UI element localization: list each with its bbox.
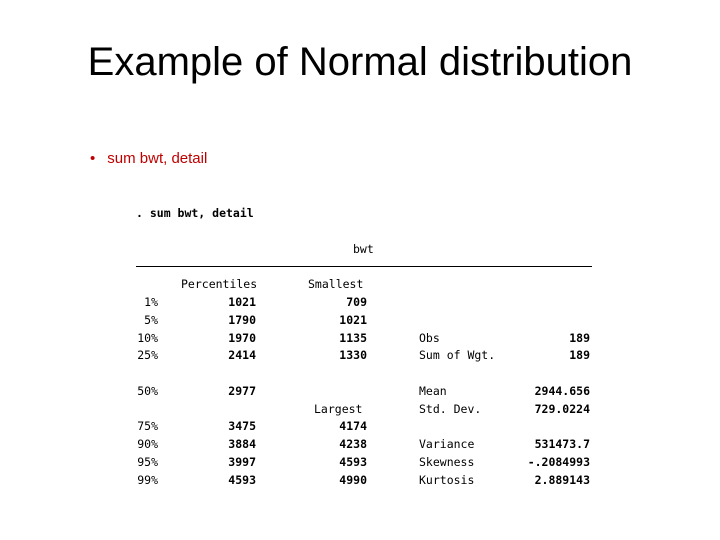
table-row-ext: 4593 <box>339 455 367 469</box>
table-row-ext: 1135 <box>339 331 367 345</box>
table-row-pct: 10% <box>137 331 158 345</box>
stat-label: Variance <box>419 437 475 451</box>
stat-label: Skewness <box>419 455 475 469</box>
stat-label: Kurtosis <box>419 473 475 487</box>
stat-value: -.2084993 <box>527 455 590 469</box>
table-row-pct: 1% <box>144 295 158 309</box>
stat-value: 2.889143 <box>534 473 590 487</box>
smallest-header: Smallest <box>308 277 364 291</box>
stata-output <box>136 206 592 488</box>
bullet-text: sum bwt, detail <box>107 150 208 167</box>
table-row-ext: 4238 <box>339 437 367 451</box>
bullet-dot-icon: • <box>90 150 96 167</box>
stat-label: Std. Dev. <box>419 402 482 416</box>
slide-title: Example of Normal distribution <box>87 40 633 84</box>
table-row-pct: 95% <box>137 455 158 469</box>
table-row-pct: 25% <box>137 348 158 362</box>
command-line: . sum bwt, detail <box>136 206 254 220</box>
stat-label: Sum of Wgt. <box>419 348 496 362</box>
stat-value: 2944.656 <box>534 384 590 398</box>
table-row-ext: 709 <box>346 295 367 309</box>
table-row-val: 3475 <box>228 419 256 433</box>
stat-value: 189 <box>569 331 590 345</box>
table-row-val: 3997 <box>228 455 256 469</box>
table-row-val: 2414 <box>228 348 256 362</box>
table-row-pct: 50% <box>137 384 158 398</box>
stat-label: Obs <box>419 331 440 345</box>
divider <box>136 266 592 267</box>
stat-value: 189 <box>569 348 590 362</box>
table-row-val: 3884 <box>228 437 256 451</box>
table-row-val: 1790 <box>228 313 256 327</box>
largest-header: Largest <box>314 402 363 416</box>
table-row-pct: 5% <box>144 313 158 327</box>
table-row-val: 1970 <box>228 331 256 345</box>
table-row-ext: 4174 <box>339 419 367 433</box>
stat-value: 531473.7 <box>534 437 590 451</box>
percentiles-header: Percentiles <box>181 277 258 291</box>
table-row-val: 1021 <box>228 295 256 309</box>
table-row-pct: 90% <box>137 437 158 451</box>
variable-name: bwt <box>353 242 374 256</box>
stat-label: Mean <box>419 384 447 398</box>
table-row-pct: 75% <box>137 419 158 433</box>
table-row-val: 2977 <box>228 384 256 398</box>
table-row-ext: 4990 <box>339 473 367 487</box>
table-row-val: 4593 <box>228 473 256 487</box>
stat-value: 729.0224 <box>534 402 590 416</box>
table-row-pct: 99% <box>137 473 158 487</box>
table-row-ext: 1021 <box>339 313 367 327</box>
bullet-item <box>90 150 207 167</box>
table-row-ext: 1330 <box>339 348 367 362</box>
